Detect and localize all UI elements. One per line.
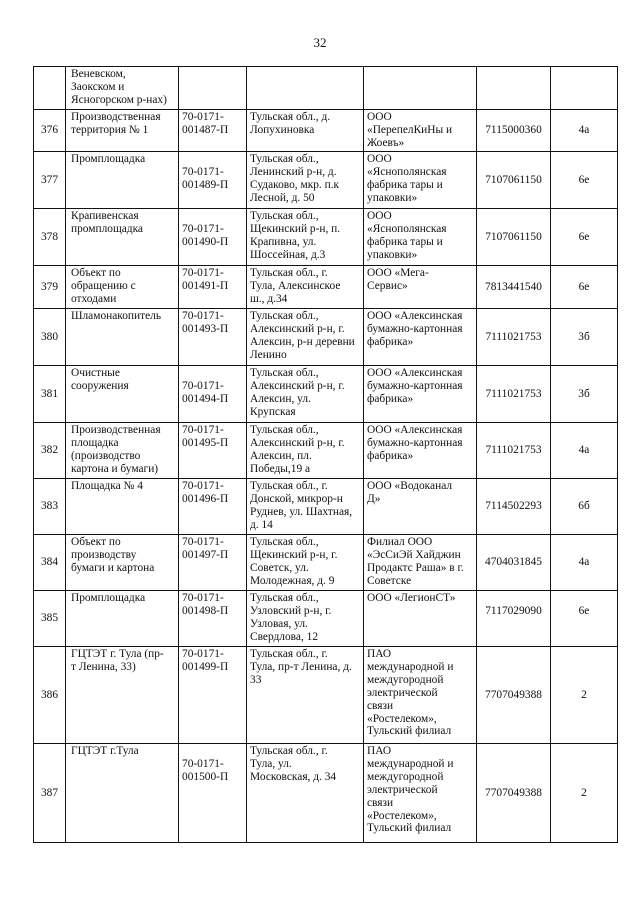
registry-table [33, 66, 618, 843]
row-number-cell: 387 [34, 744, 66, 843]
table-row [34, 479, 618, 535]
object-name-cell: Площадка № 4 [66, 479, 179, 535]
inn-cell: 7115000360 [477, 110, 551, 152]
row-number-cell [34, 67, 66, 110]
object-name-cell: Очистные сооружения [66, 366, 179, 423]
inn-cell: 4704031845 [477, 535, 551, 591]
inn-cell: 7111021753 [477, 423, 551, 479]
object-name-cell: Промплощадка [66, 591, 179, 647]
address-cell: Тульская обл., Алексинский р-н, г. Алексин, пл. Победы,19 а [247, 423, 364, 479]
row-number-cell: 378 [34, 209, 66, 266]
row-number-cell: 376 [34, 110, 66, 152]
address-cell: Тульская обл., г. Донской, микрор-н Руднев, ул. Шахтная, д. 14 [247, 479, 364, 535]
address-cell: Тульская обл., Ленинский р-н, д. Судаково, мкр. п.к Лесной, д. 50 [247, 152, 364, 209]
table-row [34, 591, 618, 647]
inn-cell: 7107061150 [477, 152, 551, 209]
row-number-cell: 385 [34, 591, 66, 647]
object-name-cell: Веневском, Заокском и Ясногорском р-нах) [66, 67, 179, 110]
operator-cell: ООО «Мега- Сервис» [364, 266, 477, 309]
category-cell: 6б [551, 479, 618, 535]
object-name-cell: ГЦТЭТ г. Тула (пр- т Ленина, 33) [66, 647, 179, 744]
object-name-cell: Производственная площадка (производство картона и бумаги) [66, 423, 179, 479]
address-cell: Тульская обл., г. Тула, ул. Московская, д. 34 [247, 744, 364, 843]
operator-cell: ПАО международной и междугородной электрической связи «Ростелеком», Тульский филиал [364, 744, 477, 843]
address-cell: Тульская обл., Алексинский р-н, г. Алексин, р-н деревни Ленино [247, 309, 364, 366]
operator-cell: ПАО международной и междугородной электрической связи «Ростелеком», Тульский филиал [364, 647, 477, 744]
table-row [34, 366, 618, 423]
category-cell: 3б [551, 309, 618, 366]
object-code-cell: 70-0171- 001497-П [179, 535, 247, 591]
table-row [34, 535, 618, 591]
operator-cell: ООО «ЛегионСТ» [364, 591, 477, 647]
inn-cell: 7111021753 [477, 309, 551, 366]
object-code-cell: 70-0171- 001489-П [179, 152, 247, 209]
object-code-cell [179, 67, 247, 110]
inn-cell: 7813441540 [477, 266, 551, 309]
table-row [34, 67, 618, 110]
row-number-cell: 379 [34, 266, 66, 309]
object-name-cell: Объект по производству бумаги и картона [66, 535, 179, 591]
object-name-cell: Промплощадка [66, 152, 179, 209]
category-cell: 6е [551, 152, 618, 209]
object-name-cell: Производственная территория № 1 [66, 110, 179, 152]
object-code-cell: 70-0171- 001499-П [179, 647, 247, 744]
object-name-cell: Шламонакопитель [66, 309, 179, 366]
row-number-cell: 380 [34, 309, 66, 366]
object-code-cell: 70-0171- 001490-П [179, 209, 247, 266]
operator-cell: Филиал ООО «ЭсСиЭй Хайджин Продактс Раша» в г. Советске [364, 535, 477, 591]
row-number-cell: 382 [34, 423, 66, 479]
object-code-cell: 70-0171- 001491-П [179, 266, 247, 309]
category-cell: 2 [551, 647, 618, 744]
inn-cell: 7707049388 [477, 647, 551, 744]
category-cell: 4а [551, 423, 618, 479]
object-code-cell: 70-0171- 001500-П [179, 744, 247, 843]
table-row [34, 423, 618, 479]
address-cell: Тульская обл., Узловский р-н, г. Узловая, ул. Свердлова, 12 [247, 591, 364, 647]
object-name-cell: Объект по обращению с отходами [66, 266, 179, 309]
table-row [34, 647, 618, 744]
category-cell: 6е [551, 591, 618, 647]
inn-cell: 7114502293 [477, 479, 551, 535]
row-number-cell: 377 [34, 152, 66, 209]
category-cell: 2 [551, 744, 618, 843]
address-cell: Тульская обл., д. Лопухиновка [247, 110, 364, 152]
category-cell: 6е [551, 266, 618, 309]
operator-cell: ООО «Яснополянская фабрика тары и упаковки» [364, 209, 477, 266]
row-number-cell: 384 [34, 535, 66, 591]
category-cell: 6е [551, 209, 618, 266]
address-cell: Тульская обл., Щекинский р-н, п. Крапивна, ул. Шоссейная, д.3 [247, 209, 364, 266]
object-name-cell: ГЦТЭТ г.Тула [66, 744, 179, 843]
address-cell: Тульская обл., Алексинский р-н, г. Алексин, ул. Крупская [247, 366, 364, 423]
inn-cell: 7107061150 [477, 209, 551, 266]
address-cell [247, 67, 364, 110]
address-cell: Тульская обл., г. Тула, Алексинское ш., д.34 [247, 266, 364, 309]
object-code-cell: 70-0171- 001494-П [179, 366, 247, 423]
inn-cell [477, 67, 551, 110]
address-cell: Тульская обл., г. Тула, пр-т Ленина, д. 33 [247, 647, 364, 744]
operator-cell: ООО «Алексинская бумажно-картонная фабрика» [364, 366, 477, 423]
operator-cell: ООО «ПерепелКиНы и Жоевъ» [364, 110, 477, 152]
operator-cell: ООО «Водоканал Д» [364, 479, 477, 535]
table-row [34, 309, 618, 366]
object-code-cell: 70-0171- 001495-П [179, 423, 247, 479]
object-code-cell: 70-0171- 001487-П [179, 110, 247, 152]
row-number-cell: 381 [34, 366, 66, 423]
address-cell: Тульская обл., Щекинский р-н, г. Советск, ул. Молодежная, д. 9 [247, 535, 364, 591]
object-name-cell: Крапивенская промплощадка [66, 209, 179, 266]
table-row [34, 152, 618, 209]
inn-cell: 7707049388 [477, 744, 551, 843]
row-number-cell: 386 [34, 647, 66, 744]
operator-cell: ООО «Алексинская бумажно-картонная фабрика» [364, 309, 477, 366]
category-cell: 3б [551, 366, 618, 423]
operator-cell: ООО «Алексинская бумажно-картонная фабрика» [364, 423, 477, 479]
inn-cell: 7117029090 [477, 591, 551, 647]
page-number: 32 [313, 35, 327, 50]
operator-cell: ООО «Яснополянская фабрика тары и упаковки» [364, 152, 477, 209]
table-row [34, 266, 618, 309]
table-row [34, 209, 618, 266]
table-row [34, 110, 618, 152]
category-cell: 4а [551, 535, 618, 591]
object-code-cell: 70-0171- 001493-П [179, 309, 247, 366]
object-code-cell: 70-0171- 001496-П [179, 479, 247, 535]
category-cell: 4а [551, 110, 618, 152]
inn-cell: 7111021753 [477, 366, 551, 423]
operator-cell [364, 67, 477, 110]
object-code-cell: 70-0171- 001498-П [179, 591, 247, 647]
row-number-cell: 383 [34, 479, 66, 535]
table-row [34, 744, 618, 843]
category-cell [551, 67, 618, 110]
